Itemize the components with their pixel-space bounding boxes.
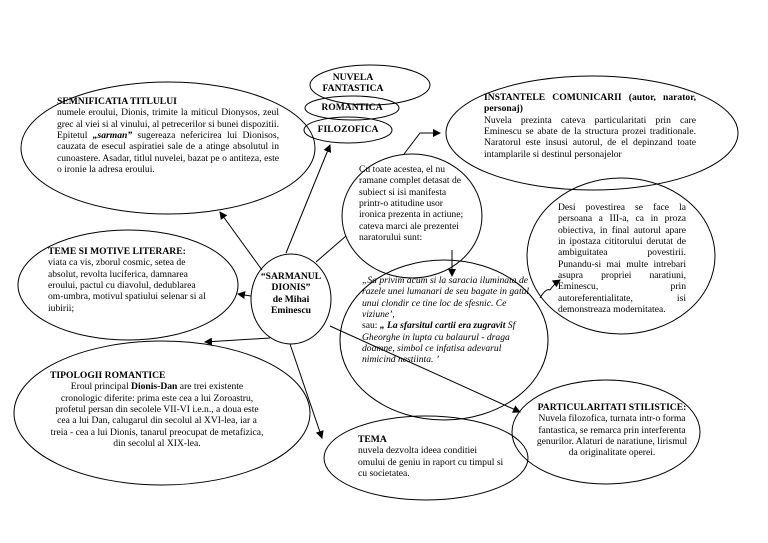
particularitati-heading: PARTICULARITATI STILISTICE: xyxy=(537,402,687,413)
semnificatia-block xyxy=(57,96,279,175)
link-to-povestirea xyxy=(540,280,560,298)
teme-block xyxy=(48,246,212,314)
filozofica-text: FILOZOFICA xyxy=(317,124,379,135)
romantica-text: ROMANTICA xyxy=(321,102,383,113)
instantele-text: Nuvela prezinta cateva particularitati prin care Eminescu se abate de la structura prozei traditionale. Naratorul este insusi autorul, de el depinzand toate intamplarile si destinul personajelor xyxy=(484,114,696,160)
semnificatia-heading: SEMNIFICATIA TITLULUI xyxy=(57,96,177,107)
particularitati-text: Nuvela filozofica, turnata intr-o forma fantastica, se remarca prin interferenta genurilor. Alaturi de naratiune, lirismul da originalitate operei. xyxy=(536,413,688,459)
semnificatia-text-1: numele eroului, Dionis, trimite la miticul Dionysos, zeul grec al viei si al vinului, al petrecerilor si bunei dispozitii. Epitetul xyxy=(57,107,279,141)
teme-text: viata ca vis, zborul cosmic, setea de absolut, revolta luciferica, damnarea eroului, pactul cu diavolul, dedublarea om-umbra, motivul spatiului selenar si al iubirii; xyxy=(48,257,206,314)
tema-text: nuvela dezvolta ideea conditiei omului de geniu in raport cu timpul si cu societatea. xyxy=(358,445,504,479)
semnificatia-text xyxy=(57,107,279,175)
citat-quote-2 xyxy=(362,320,532,365)
romantica-label xyxy=(310,102,394,113)
tipologii-text-1: Eroul principal xyxy=(70,381,132,393)
naratorul-block xyxy=(359,164,471,243)
link-to-tipologii xyxy=(205,338,270,342)
semnificatia-text-2: sugereaza nefericirea lui Dionisos, cauzata de esecul aspiratiei sale de a atinge absolutul in cunoastere. Asadar, titlul nuvelei, bazat pe o antiteza, este o ironie la adresa eroului. xyxy=(57,129,279,175)
teme-heading: TEME SI MOTIVE LITERARE: xyxy=(48,246,186,257)
tipologii-text xyxy=(50,381,264,449)
link-to-semnificatia xyxy=(220,212,262,270)
citat-quote-2-bold: „ La sfarsitul cartii era zugravit xyxy=(379,320,506,332)
link-to-tema xyxy=(290,344,322,438)
nuvela-fantastica-text: NUVELA FANTASTICA xyxy=(322,72,384,95)
povestirea-text: Desi povestirea se face la persoana a III-a, ca in proza obiectiva, in final autorul apare in ipostaza cititorului derutat de ambiguitatea povestirii. Punandu-si mai multe intrebari asupra propriei naratiuni, Eminescu, prin autoreferentialitate, isi demonstreaza modernitatea. xyxy=(558,202,686,315)
citat-block xyxy=(362,275,532,366)
semnificatia-epitet: „sarman” xyxy=(92,129,133,141)
link-to-instantele xyxy=(404,133,440,154)
tipologii-heading: TIPOLOGII ROMANTICE xyxy=(50,370,166,381)
citat-sau: sau: xyxy=(362,320,380,332)
link-to-naratorul xyxy=(316,236,346,262)
tema-block xyxy=(358,434,506,479)
link-to-filozofica xyxy=(286,145,330,253)
povestirea-block xyxy=(558,202,686,315)
particularitati-block xyxy=(536,402,688,459)
instantele-block xyxy=(484,92,696,160)
tipologii-block xyxy=(50,370,264,449)
tema-heading: TEMA xyxy=(358,434,387,445)
nuvela-fantastica-label xyxy=(318,72,388,95)
filozofica-label xyxy=(306,124,390,135)
citat-quote-2-text: Sf Gheorghe in lupta cu balaurul - draga doamne, simbol ce infatisa adevarul nimicind nestiinta. ’ xyxy=(362,320,516,366)
center-title xyxy=(255,271,327,316)
citat-quote-1: „Sa privim acum si la saracia iluminata de razele unei lumanari de seu bagate in gatul unui clondir ce tine loc de sfesnic. Ce viziune’, xyxy=(362,275,530,320)
tipologii-name: Dionis-Dan xyxy=(131,381,178,393)
naratorul-text: Cu toate acestea, el nu ramane complet detasat de subiect si isi manifesta printr-o atitudine usor ironica prezenta in actiune; cateva marci ale prezentei naratorului sunt: xyxy=(359,164,464,243)
link-to-teme xyxy=(238,294,251,296)
instantele-heading: INSTANTELE COMUNICARII (autor, narator, personaj) xyxy=(484,92,696,115)
center-title-text: “SARMANUL DIONIS” xyxy=(260,271,322,294)
center-subtitle: de Mihai Eminescu xyxy=(271,293,311,316)
tipologii-text-2: are trei existente cronologic diferite: prima este cea a lui Zoroastru, profetul persan din secolele VII-VI i.e.n., a doua este cea a lui Dan, calugarul din secolul al XVI-lea, iar a treia - cea a lui Dionis, tanarul preocupat de metafizica, din secolul al XIX-lea. xyxy=(50,381,264,449)
